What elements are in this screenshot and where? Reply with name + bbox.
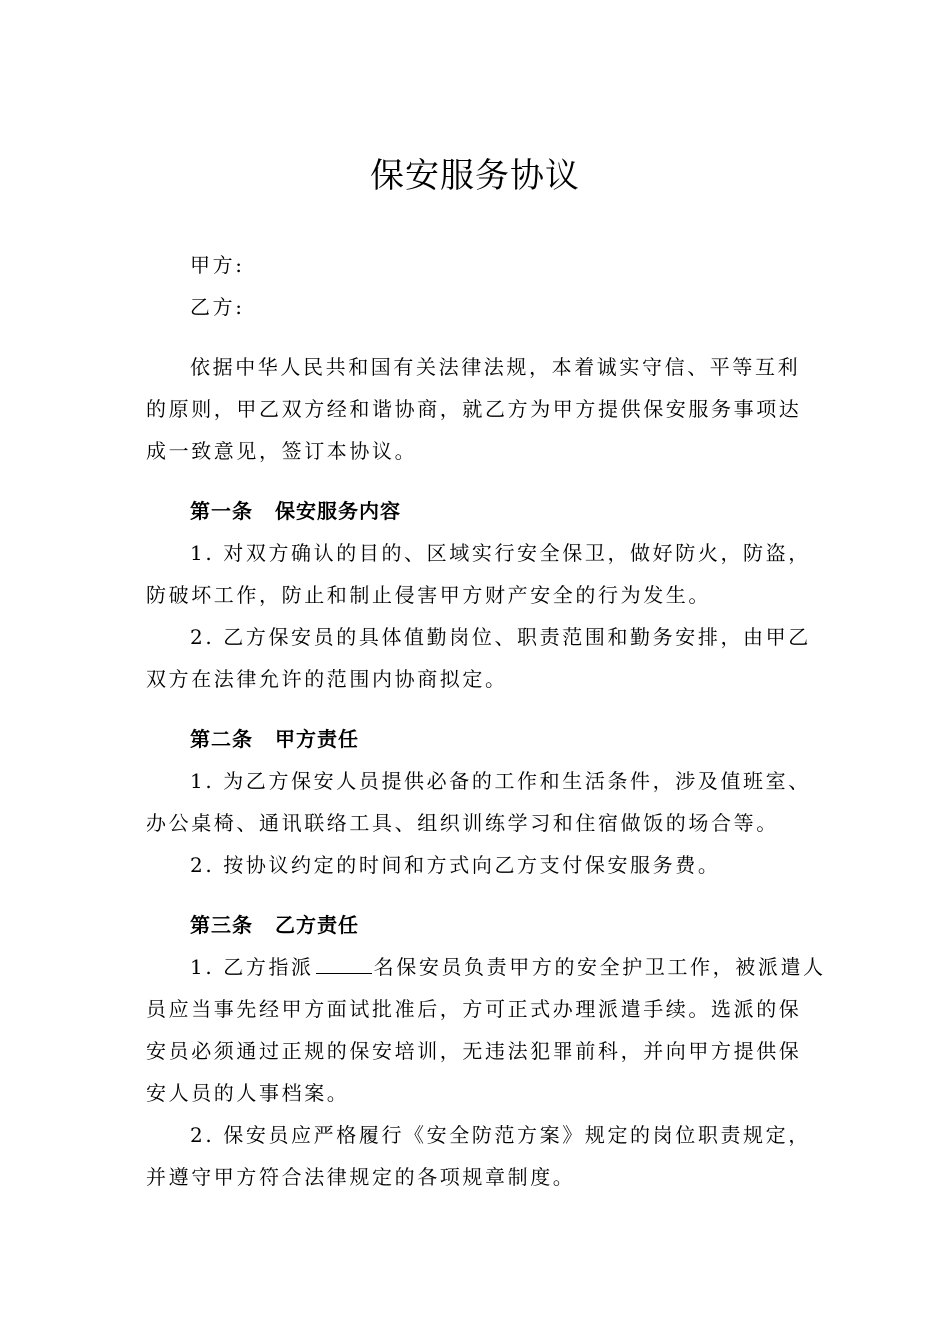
article-item-line bbox=[146, 946, 826, 988]
item-suffix: 名保安员负责甲方的安全护卫工作，被派遣人 bbox=[373, 955, 826, 979]
article-3 bbox=[146, 904, 826, 1198]
preamble bbox=[146, 346, 806, 472]
article-title: 保安服务内容 bbox=[275, 499, 401, 523]
preamble-line: 的原则，甲乙双方经和谐协商，就乙方为甲方提供保安服务事项达 bbox=[146, 397, 802, 421]
fill-in-blank[interactable] bbox=[316, 955, 372, 974]
preamble-line: 成一致意见，签订本协议。 bbox=[146, 439, 418, 463]
article-item-line: 安员必须通过正规的保安培训，无违法犯罪前科，并向甲方提供保 bbox=[146, 1039, 802, 1063]
article-number: 第三条 bbox=[190, 913, 253, 937]
article-item-line: 1. 为乙方保安人员提供必备的工作和生活条件，涉及值班室、 bbox=[190, 769, 811, 793]
preamble-line: 依据中华人民共和国有关法律法规，本着诚实守信、平等互利 bbox=[190, 355, 801, 379]
document-title: 保安服务协议 bbox=[370, 156, 580, 196]
article-number: 第二条 bbox=[190, 727, 253, 751]
article-heading bbox=[146, 718, 806, 760]
article-item-line: 员应当事先经甲方面试批准后，方可正式办理派遣手续。选派的保 bbox=[146, 997, 802, 1021]
article-item-line: 2. 保安员应严格履行《安全防范方案》规定的岗位职责规定， bbox=[190, 1123, 811, 1147]
article-item-line: 2. 按协议约定的时间和方式向乙方支付保安服务费。 bbox=[190, 853, 721, 877]
article-item-line: 安人员的人事档案。 bbox=[146, 1081, 350, 1105]
article-item-line: 办公桌椅、通讯联络工具、组织训练学习和住宿做饭的场合等。 bbox=[146, 811, 779, 835]
item-prefix: 1. 乙方指派 bbox=[190, 955, 314, 979]
article-1 bbox=[146, 490, 811, 700]
article-heading bbox=[146, 904, 806, 946]
article-title: 甲方责任 bbox=[275, 727, 359, 751]
article-title: 乙方责任 bbox=[275, 913, 359, 937]
document-body bbox=[146, 244, 826, 1198]
article-item-line: 防破坏工作，防止和制止侵害甲方财产安全的行为发生。 bbox=[146, 583, 711, 607]
party-b-label: 乙方: bbox=[190, 295, 245, 319]
article-item-line: 双方在法律允许的范围内协商拟定。 bbox=[146, 667, 508, 691]
article-heading bbox=[146, 490, 806, 532]
article-item-line: 并遵守甲方符合法律规定的各项规章制度。 bbox=[146, 1165, 576, 1189]
article-number: 第一条 bbox=[190, 499, 253, 523]
party-a-label: 甲方: bbox=[190, 253, 245, 277]
article-2 bbox=[146, 718, 811, 886]
article-item-line: 2. 乙方保安员的具体值勤岗位、职责范围和勤务安排，由甲乙 bbox=[190, 625, 811, 649]
article-item-line: 1. 对双方确认的目的、区域实行安全保卫，做好防火，防盗， bbox=[190, 541, 811, 565]
